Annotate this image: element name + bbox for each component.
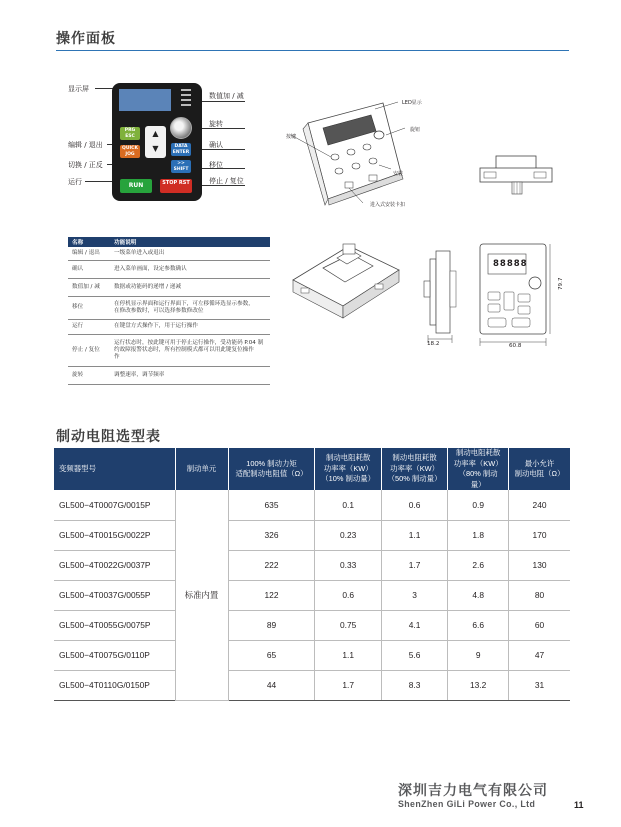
func-desc-line: 运行状态时，按此键可用于停止运行操作，受功能码 P.04 制 — [114, 339, 264, 346]
table-row — [68, 278, 270, 296]
table-row — [68, 247, 270, 260]
cell-power-80: 2.6 — [448, 550, 509, 580]
cell-resistance: 44 — [228, 670, 315, 700]
func-header-desc: 功能说明 — [110, 237, 270, 247]
cell-power-10: 0.1 — [315, 490, 381, 520]
callout-display: 显示屏 — [68, 85, 89, 93]
keypad-rear-isometric-view — [287, 240, 405, 325]
cell-resistance: 122 — [228, 580, 315, 610]
table-row — [54, 550, 570, 580]
cell-model: GL500−4T0075G/0110P — [54, 640, 175, 670]
keypad-isometric-view — [283, 95, 423, 210]
table-row — [54, 640, 570, 670]
cell-power-50: 5.6 — [381, 640, 447, 670]
func-name: 确认 — [68, 260, 110, 278]
keypad-side-dimension-view — [420, 243, 470, 348]
callout-rotate: 旋转 — [209, 120, 223, 128]
cell-power-80: 0.9 — [448, 490, 509, 520]
cell-power-80: 1.8 — [448, 520, 509, 550]
cell-power-80: 9 — [448, 640, 509, 670]
cell-resistance: 635 — [228, 490, 315, 520]
header-line: 量） — [470, 479, 486, 489]
cell-model: GL500−4T0037G/0055P — [54, 580, 175, 610]
cell-power-80: 4.8 — [448, 580, 509, 610]
panel-title-rule — [56, 50, 569, 51]
keypad-front-dimension-view — [474, 238, 556, 350]
label-keys: 按键 — [286, 134, 297, 140]
callout-confirm: 确认 — [209, 141, 223, 149]
cell-power-50: 3 — [381, 580, 447, 610]
cell-power-50: 1.1 — [381, 520, 447, 550]
function-table-header — [68, 237, 270, 247]
func-desc-line: 一级菜单进入或退出 — [114, 249, 165, 256]
quick-jog-key: QUICK JOG — [120, 145, 140, 158]
header-power-80 — [448, 448, 509, 490]
cell-power-80: 13.2 — [448, 670, 509, 700]
callout-edit-exit: 编辑 / 退出 — [68, 141, 103, 149]
func-desc-line: 在停机显示界面和运行界面下，可左移循环选显示参数， — [114, 300, 254, 307]
func-desc — [110, 247, 270, 260]
cell-model: GL500−4T0007G/0015P — [54, 490, 175, 520]
cell-power-10: 0.6 — [315, 580, 381, 610]
width-dimension: 60.8 — [509, 343, 522, 349]
header-line: 功率率（KW） — [323, 463, 373, 473]
resistor-table — [54, 448, 570, 701]
callout-stop-reset: 停止 / 复位 — [209, 177, 244, 185]
dimension-display-digits: 88888 — [493, 259, 528, 269]
cell-power-10: 0.23 — [315, 520, 381, 550]
company-name-cn: 深圳吉力电气有限公司 — [398, 783, 548, 799]
cell-power-50: 8.3 — [381, 670, 447, 700]
func-desc — [110, 334, 270, 366]
company-name-en: ShenZhen GiLi Power Co., Ltd — [398, 799, 536, 809]
func-desc-line: 调整速率，调节频率 — [114, 371, 165, 378]
header-line: 功率率（KW） — [453, 458, 503, 468]
header-unit — [175, 448, 228, 490]
height-dimension: 79.7 — [558, 277, 564, 290]
stop-reset-key: STOP RST — [160, 179, 192, 193]
header-line: （50% 制动量） — [387, 474, 442, 484]
page-number: 11 — [574, 800, 584, 810]
cell-power-50: 1.7 — [381, 550, 447, 580]
cell-brake-unit: 标准内置 — [175, 490, 228, 700]
label-knob: 旋钮 — [410, 127, 421, 133]
func-desc — [110, 319, 270, 334]
header-line: 制动电阻（Ω） — [514, 469, 565, 478]
function-table — [68, 237, 270, 385]
cell-min-resistance: 240 — [509, 490, 570, 520]
cell-min-resistance: 80 — [509, 580, 570, 610]
header-line: 功率率（KW） — [390, 463, 439, 473]
func-name: 运行 — [68, 319, 110, 334]
cell-resistance: 222 — [228, 550, 315, 580]
header-line: （80% 制动 — [458, 469, 498, 478]
header-line: （10% 制动量） — [321, 474, 376, 484]
header-line: 制动电阻耗散 — [392, 453, 437, 463]
cell-model: GL500−4T0110G/0150P — [54, 670, 175, 700]
label-snap-clip: 进入式安装卡扣 — [370, 202, 406, 208]
label-mount: 安装 — [393, 171, 404, 177]
func-desc — [110, 260, 270, 278]
callout-run: 运行 — [68, 178, 82, 186]
func-desc-line: 约故障报警状态时，所有控制模式都可以用此键复位操作 — [114, 346, 254, 353]
cell-min-resistance: 170 — [509, 520, 570, 550]
func-desc-line: 数据或功能码的递增 / 递减 — [114, 283, 181, 290]
func-name: 编辑 / 退出 — [68, 247, 110, 260]
table-row — [54, 670, 570, 700]
header-power-10 — [315, 448, 381, 490]
depth-dimension: 18.2 — [427, 341, 440, 347]
header-line: 适配制动电阻值（Ω） — [235, 469, 308, 478]
cell-min-resistance: 47 — [509, 640, 570, 670]
cell-power-80: 6.6 — [448, 610, 509, 640]
label-led-display: LED显示 — [402, 100, 422, 106]
cell-power-10: 1.1 — [315, 640, 381, 670]
table-row — [68, 296, 270, 319]
header-line: 制动单元 — [186, 463, 217, 473]
table-row — [68, 319, 270, 334]
cell-min-resistance: 31 — [509, 670, 570, 700]
table-row — [54, 490, 570, 520]
table-row — [54, 610, 570, 640]
resistor-section-title: 制动电阻选型表 — [56, 429, 161, 445]
func-desc — [110, 278, 270, 296]
up-down-keys: ▲ ▼ — [145, 126, 166, 158]
func-desc — [110, 296, 270, 319]
run-key: RUN — [120, 179, 152, 193]
header-model — [54, 448, 175, 490]
table-row — [68, 366, 270, 384]
cell-power-10: 0.75 — [315, 610, 381, 640]
header-line: 制动电阻耗散 — [326, 453, 371, 463]
shift-key: >> SHIFT — [171, 160, 191, 173]
data-enter-key: DATA ENTER — [172, 144, 190, 155]
func-name: 旋转 — [68, 366, 110, 384]
table-row — [54, 520, 570, 550]
cell-model: GL500−4T0015G/0022P — [54, 520, 175, 550]
panel-section-title: 操作面板 — [56, 31, 116, 47]
header-min-resistance — [509, 448, 570, 490]
knob-icon — [170, 117, 192, 139]
callout-value-up-down: 数值加 / 减 — [209, 92, 244, 100]
cell-power-50: 4.1 — [381, 610, 447, 640]
header-line: 制动电阻耗散 — [455, 448, 501, 457]
func-name: 停止 / 复位 — [68, 334, 110, 366]
func-header-name: 名称 — [68, 237, 110, 247]
cell-model: GL500−4T0022G/0037P — [54, 550, 175, 580]
callout-switch: 切换 / 正反 — [68, 161, 103, 169]
func-desc-line: 在修改参数时，可以选择参数修改位 — [114, 307, 204, 314]
cell-model: GL500−4T0055G/0075P — [54, 610, 175, 640]
func-desc-line: 在键盘方式操作下，用于运行操作 — [114, 323, 198, 329]
cell-power-50: 0.6 — [381, 490, 447, 520]
header-power-50 — [381, 448, 447, 490]
header-line: 最小允许 — [524, 458, 555, 468]
table-row — [68, 334, 270, 366]
func-desc-line: 作 — [114, 353, 120, 360]
func-name: 数值加 / 减 — [68, 278, 110, 296]
table-row — [54, 580, 570, 610]
keypad-display — [119, 89, 171, 111]
func-desc-line: 进入菜单画面，设定参数确认 — [114, 265, 187, 272]
func-name: 移位 — [68, 296, 110, 319]
header-resistance — [228, 448, 315, 490]
cell-resistance: 326 — [228, 520, 315, 550]
cell-min-resistance: 130 — [509, 550, 570, 580]
keypad-side-profile — [478, 152, 556, 202]
prg-esc-key: PRG ESC — [120, 127, 140, 140]
callout-shift: 移位 — [209, 161, 223, 169]
func-desc — [110, 366, 270, 384]
header-line: 100% 制动力矩 — [246, 458, 297, 468]
header-line: 变频器型号 — [59, 463, 96, 473]
cell-min-resistance: 60 — [509, 610, 570, 640]
cell-power-10: 0.33 — [315, 550, 381, 580]
keypad-leds — [175, 89, 195, 111]
cell-power-10: 1.7 — [315, 670, 381, 700]
resistor-table-header — [54, 448, 570, 490]
table-row — [68, 260, 270, 278]
cell-resistance: 89 — [228, 610, 315, 640]
cell-resistance: 65 — [228, 640, 315, 670]
keypad-body — [112, 83, 202, 201]
